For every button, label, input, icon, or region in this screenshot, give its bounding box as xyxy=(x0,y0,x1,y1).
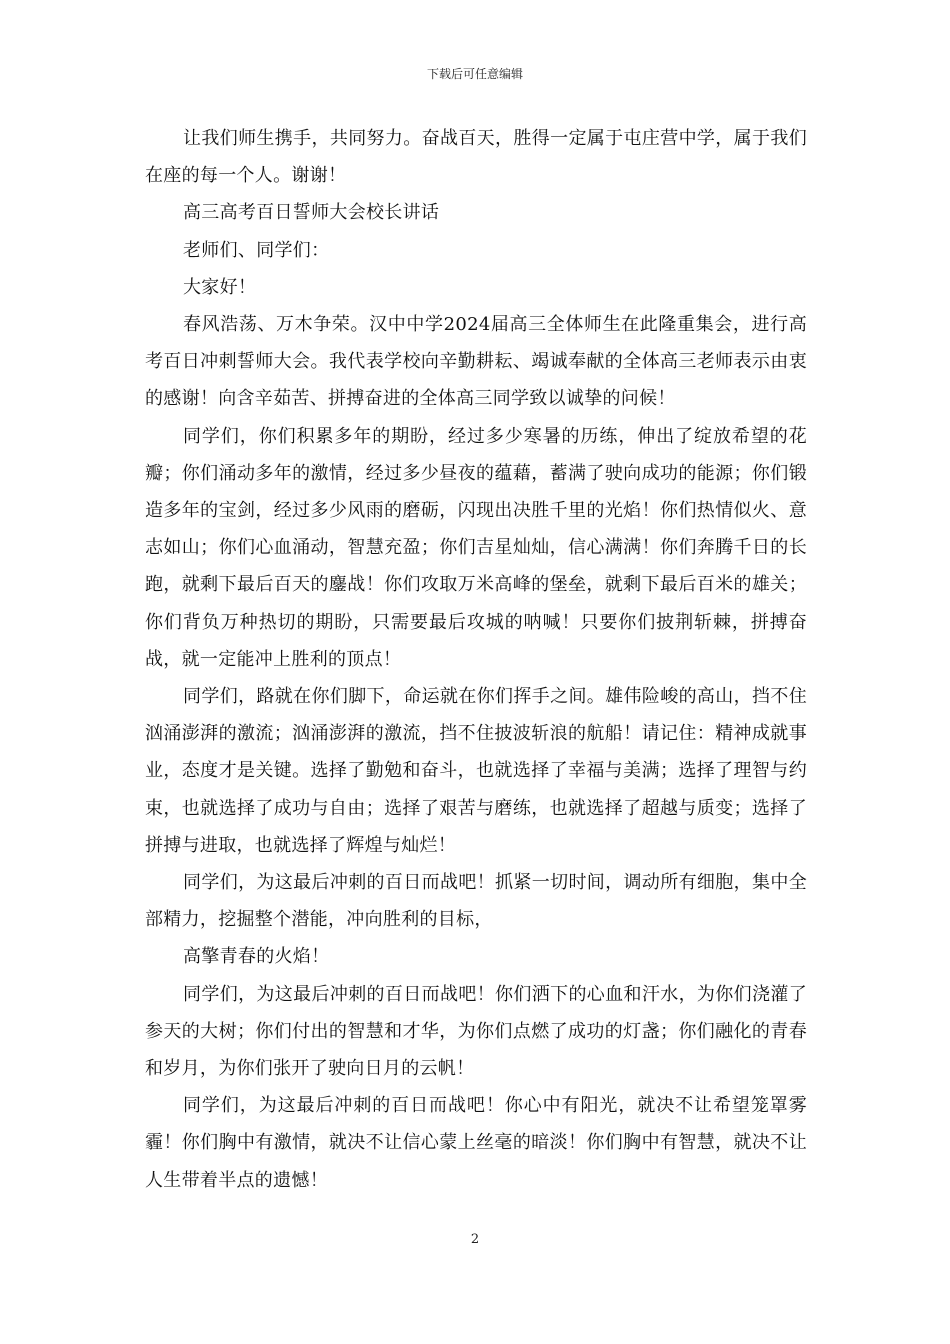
paragraph-fight-3: 同学们，为这最后冲刺的百日而战吧！你心中有阳光，就决不让希望笼罩雾霾！你们胸中有激情，就决不让信心蒙上丝毫的暗淡！你们胸中有智慧，就决不让人生带着半点的遗憾！ xyxy=(145,1095,807,1191)
paragraph-fight-1: 同学们，为这最后冲刺的百日而战吧！抓紧一切时间，调动所有细胞，集中全部精力，挖掘整个潜能，冲向胜利的目标， xyxy=(145,872,807,931)
greeting: 大家好！ xyxy=(183,276,257,298)
paragraph-fight-2: 同学们，为这最后冲刺的百日而战吧！你们洒下的心血和汗水，为你们浇灌了参天的大树；你们付出的智慧和才华，为你们点燃了成功的灯盏；你们融化的青春和岁月，为你们张开了驶向日月的云帆！ xyxy=(145,983,807,1080)
paragraph-expectations: 同学们，你们积累多年的期盼，经过多少寒暑的历练，伸出了绽放希望的花瓣；你们涌动多年的激情，经过多少昼夜的蕴藉，蓄满了驶向成功的能源；你们锻造多年的宝剑，经过多少风雨的磨砺，闪现出决胜千里的光焰！你们热情似火、意志如山；你们心血涌动，智慧充盈；你们吉星灿灿，信心满满！你们奔腾千日的长跑，就剩下最后百天的鏖战！你们攻取万米高峰的堡垒，就剩下最后百米的雄关；你们背负万种热切的期盼，只需要最后攻城的呐喊！只要你们披荆斩棘，拼搏奋战，就一定能冲上胜利的顶点！ xyxy=(145,425,807,670)
section-title: 高三高考百日誓师大会校长讲话 xyxy=(183,202,440,224)
paragraph-opening: 春风浩荡、万木争荣。汉中中学2024届高三全体师生在此隆重集会，进行高考百日冲刺誓师大会。我代表学校向辛勤耕耘、竭诚奉献的全体高三老师表示由衷的感谢！向含辛茹苦、拼搏奋进的全体高三同学致以诚挚的问候！ xyxy=(145,314,807,410)
page-header: 下载后可任意编辑 xyxy=(426,67,523,81)
page-number: 2 xyxy=(470,1232,480,1247)
salutation: 老师们、同学们： xyxy=(183,239,330,261)
paragraph-choices: 同学们，路就在你们脚下，命运就在你们挥手之间。雄伟险峻的高山，挡不住汹涌澎湃的激流；汹涌澎湃的激流，挡不住披波斩浪的航船！请记住：精神成就事业，态度才是关键。选择了勤勉和奋斗，也就选择了幸福与美满；选择了理智与约束，也就选择了成功与自由；选择了艰苦与磨练，也就选择了超越与质变；选择了拼搏与进取，也就选择了辉煌与灿烂！ xyxy=(145,686,807,856)
document-body xyxy=(145,120,807,1199)
paragraph-closing-thanks: 让我们师生携手，共同努力。奋战百天，胜得一定属于屯庄营中学，属于我们在座的每一个人。谢谢！ xyxy=(145,128,807,187)
paragraph-flame: 高擎青春的火焰！ xyxy=(183,946,330,968)
